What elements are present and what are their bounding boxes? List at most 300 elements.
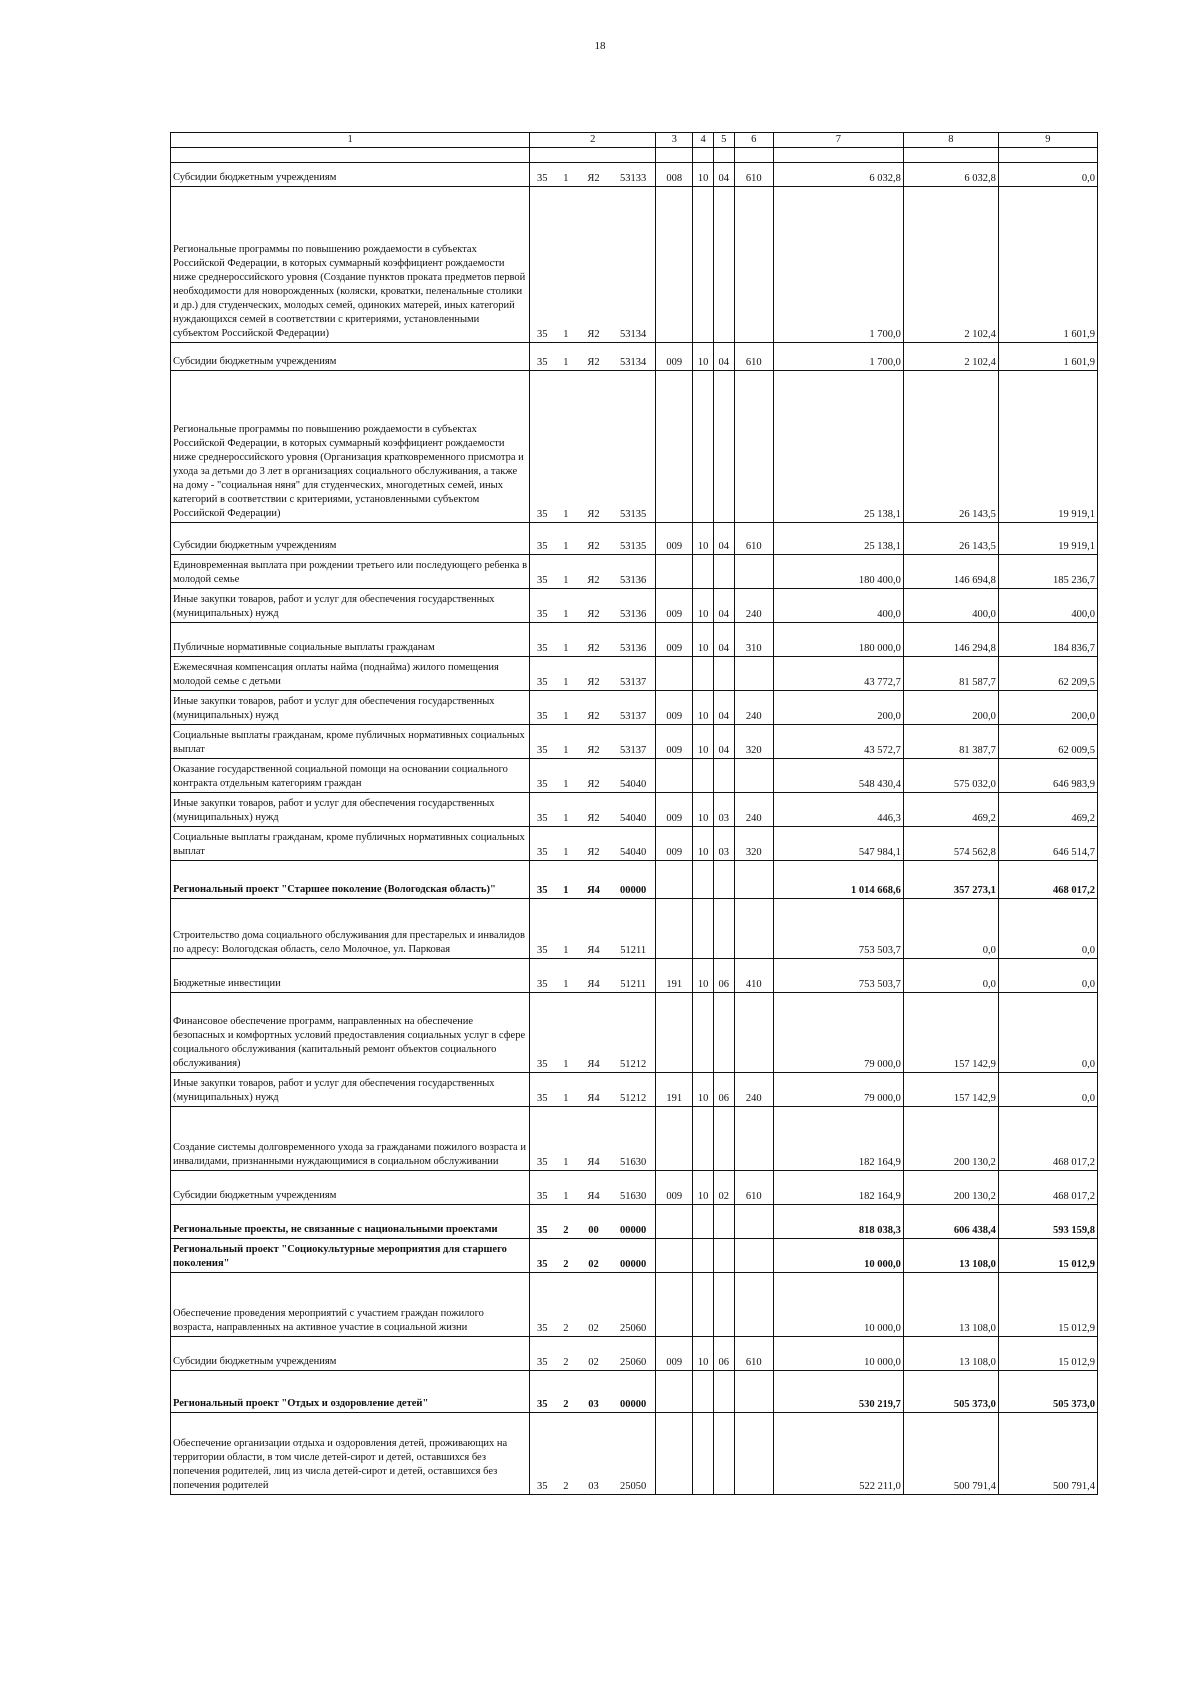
program-code-part: 2 (563, 1399, 569, 1410)
ministry-code-cell: 009 (656, 827, 693, 861)
subsection-code-cell: 03 (713, 827, 734, 861)
row-name-cell: Субсидии бюджетным учреждениям (171, 1171, 530, 1205)
program-code-part: 35 (536, 979, 548, 990)
program-code-part: 35 (536, 609, 548, 620)
program-code-part: 54040 (620, 847, 647, 858)
amount-col9-cell: 468 017,2 (998, 1171, 1097, 1205)
row-name-cell: Иные закупки товаров, работ и услуг для обеспечения государственных (муниципальных) нужд (171, 589, 530, 623)
program-code-part: Я2 (587, 329, 600, 340)
program-code-parts (530, 1480, 655, 1494)
program-code-part: 35 (536, 173, 548, 184)
row-name-cell: Региональный проект "Отдых и оздоровление детей" (171, 1371, 530, 1413)
expense-type-cell: 310 (734, 623, 773, 657)
amount-col9-cell: 0,0 (998, 899, 1097, 959)
program-code-parts (530, 812, 655, 826)
program-code-part: 35 (536, 1259, 548, 1270)
ministry-code-cell (656, 759, 693, 793)
amount-col9-cell: 200,0 (998, 691, 1097, 725)
program-code-part: 2 (563, 1481, 569, 1492)
expense-type-cell (734, 759, 773, 793)
program-code-part: 25060 (620, 1323, 647, 1334)
expense-type-cell (734, 371, 773, 523)
amount-col8-cell: 13 108,0 (903, 1239, 998, 1273)
program-code-part: Я2 (587, 813, 600, 824)
amount-col7-cell: 180 400,0 (773, 555, 903, 589)
program-code-part: 1 (563, 945, 569, 956)
section-code-cell (693, 861, 714, 899)
expense-type-cell: 240 (734, 1073, 773, 1107)
expense-type-cell: 320 (734, 827, 773, 861)
program-code-part: 35 (536, 1093, 548, 1104)
amount-col9-cell: 19 919,1 (998, 371, 1097, 523)
ministry-code-cell: 008 (656, 163, 693, 187)
program-code-part: 51211 (620, 945, 647, 956)
amount-col9-cell: 646 983,9 (998, 759, 1097, 793)
amount-col8-cell: 0,0 (903, 959, 998, 993)
amount-col7-cell: 522 211,0 (773, 1413, 903, 1495)
section-code-cell: 10 (693, 523, 714, 555)
ministry-code-cell: 191 (656, 959, 693, 993)
section-code-cell: 10 (693, 589, 714, 623)
subsection-code-cell (713, 1239, 734, 1273)
program-code-part: 53136 (620, 643, 647, 654)
amount-col8-cell: 81 587,7 (903, 657, 998, 691)
amount-col8-cell: 505 373,0 (903, 1371, 998, 1413)
program-code-part: 1 (563, 173, 569, 184)
program-code-part: 51212 (620, 1093, 647, 1104)
row-name-cell: Создание системы долговременного ухода за гражданами пожилого возраста и инвалидами, признанными нуждающимися в социальном обслуживании (171, 1107, 530, 1171)
amount-col9-cell: 15 012,9 (998, 1337, 1097, 1371)
amount-col8-cell: 357 273,1 (903, 861, 998, 899)
section-code-cell (693, 371, 714, 523)
amount-col9-cell: 593 159,8 (998, 1205, 1097, 1239)
program-code-part: 1 (563, 509, 569, 520)
amount-col8-cell: 469,2 (903, 793, 998, 827)
spacer-cell (903, 148, 998, 163)
amount-col9-cell: 1 601,9 (998, 187, 1097, 343)
amount-col7-cell: 1 014 668,6 (773, 861, 903, 899)
program-code-part: Я2 (587, 847, 600, 858)
ministry-code-cell: 009 (656, 1171, 693, 1205)
subsection-code-cell: 02 (713, 1171, 734, 1205)
expense-type-cell: 320 (734, 725, 773, 759)
row-name-cell: Иные закупки товаров, работ и услуг для обеспечения государственных (муниципальных) нужд (171, 1073, 530, 1107)
subsection-code-cell: 04 (713, 589, 734, 623)
expense-type-cell (734, 899, 773, 959)
amount-col8-cell: 146 294,8 (903, 623, 998, 657)
amount-col7-cell: 400,0 (773, 589, 903, 623)
table-row (171, 959, 1098, 993)
table-row (171, 589, 1098, 623)
program-code-parts (530, 676, 655, 690)
program-code-part: Я4 (587, 945, 600, 956)
subsection-code-cell: 04 (713, 343, 734, 371)
program-code-cell (530, 861, 656, 899)
amount-col8-cell: 200,0 (903, 691, 998, 725)
section-code-cell (693, 187, 714, 343)
amount-col9-cell: 400,0 (998, 589, 1097, 623)
program-code-parts (530, 846, 655, 860)
amount-col9-cell: 0,0 (998, 1073, 1097, 1107)
spacer-cell (998, 148, 1097, 163)
program-code-part: 53134 (620, 357, 647, 368)
program-code-cell (530, 187, 656, 343)
amount-col8-cell: 200 130,2 (903, 1107, 998, 1171)
program-code-part: 1 (563, 609, 569, 620)
row-name-cell: Иные закупки товаров, работ и услуг для обеспечения государственных (муниципальных) нужд (171, 691, 530, 725)
program-code-part: 53134 (620, 329, 647, 340)
program-code-part: 35 (536, 1323, 548, 1334)
subsection-code-cell (713, 861, 734, 899)
subsection-code-cell: 04 (713, 163, 734, 187)
program-code-part: 53136 (620, 609, 647, 620)
program-code-part: 00000 (620, 885, 647, 896)
program-code-part: 1 (563, 847, 569, 858)
amount-col9-cell: 0,0 (998, 993, 1097, 1073)
subsection-code-cell: 04 (713, 523, 734, 555)
amount-col9-cell: 184 836,7 (998, 623, 1097, 657)
program-code-part: Я2 (587, 575, 600, 586)
column-header: 6 (734, 133, 773, 148)
expense-type-cell (734, 1371, 773, 1413)
program-code-cell (530, 1107, 656, 1171)
program-code-cell (530, 827, 656, 861)
program-code-parts (530, 744, 655, 758)
amount-col7-cell: 180 000,0 (773, 623, 903, 657)
table-row (171, 691, 1098, 725)
program-code-parts (530, 710, 655, 724)
row-name-cell: Иные закупки товаров, работ и услуг для обеспечения государственных (муниципальных) нужд (171, 793, 530, 827)
program-code-part: 35 (536, 745, 548, 756)
expense-type-cell: 610 (734, 523, 773, 555)
program-code-parts (530, 574, 655, 588)
program-code-part: Я2 (587, 711, 600, 722)
amount-col9-cell: 468 017,2 (998, 861, 1097, 899)
spacer-cell (693, 148, 714, 163)
program-code-part: 1 (563, 1059, 569, 1070)
program-code-part: 1 (563, 745, 569, 756)
program-code-part: 35 (536, 1225, 548, 1236)
section-code-cell: 10 (693, 1171, 714, 1205)
program-code-part: 54040 (620, 779, 647, 790)
subsection-code-cell (713, 1205, 734, 1239)
row-name-cell: Региональные программы по повышению рождаемости в субъектах Российской Федерации, в которых суммарный коэффициент рождаемости ниже среднероссийского уровня (Создание пунктов проката предметов первой необходимости для новорожденных (коляски, кроватки, пеленальные столики и др.) для студенческих, молодых семей, одиноких матерей, иных категорий нуждающихся семей в соответствии с критериями, установленными субъектом Российской Федерации) (171, 187, 530, 343)
row-name-cell: Ежемесячная компенсация оплаты найма (поднайма) жилого помещения молодой семье с детьми (171, 657, 530, 691)
program-code-cell (530, 1371, 656, 1413)
program-code-part: 51630 (620, 1191, 647, 1202)
amount-col8-cell: 157 142,9 (903, 993, 998, 1073)
spacer-cell (773, 148, 903, 163)
program-code-part: 00000 (620, 1259, 647, 1270)
section-code-cell: 10 (693, 827, 714, 861)
program-code-part: 35 (536, 541, 548, 552)
amount-col8-cell: 81 387,7 (903, 725, 998, 759)
header-row (171, 133, 1098, 148)
program-code-part: Я4 (587, 1157, 600, 1168)
row-name-cell: Обеспечение проведения мероприятий с участием граждан пожилого возраста, направленных на активное участие в социальной жизни (171, 1273, 530, 1337)
program-code-part: 35 (536, 1059, 548, 1070)
program-code-part: 35 (536, 885, 548, 896)
section-code-cell (693, 1413, 714, 1495)
program-code-parts (530, 328, 655, 342)
program-code-part: 1 (563, 711, 569, 722)
table-row (171, 371, 1098, 523)
ministry-code-cell (656, 993, 693, 1073)
table-row (171, 861, 1098, 899)
ministry-code-cell (656, 861, 693, 899)
section-code-cell: 10 (693, 623, 714, 657)
program-code-part: 1 (563, 779, 569, 790)
table-row (171, 555, 1098, 589)
section-code-cell: 10 (693, 691, 714, 725)
program-code-part: Я4 (587, 885, 600, 896)
expense-type-cell: 240 (734, 691, 773, 725)
program-code-part: 51211 (620, 979, 647, 990)
amount-col7-cell: 25 138,1 (773, 371, 903, 523)
program-code-part: 53137 (620, 711, 647, 722)
amount-col9-cell: 468 017,2 (998, 1107, 1097, 1171)
section-code-cell: 10 (693, 725, 714, 759)
section-code-cell: 10 (693, 1073, 714, 1107)
program-code-cell (530, 163, 656, 187)
amount-col7-cell: 79 000,0 (773, 993, 903, 1073)
program-code-part: 1 (563, 885, 569, 896)
table-row (171, 1371, 1098, 1413)
program-code-part: 35 (536, 779, 548, 790)
amount-col7-cell: 446,3 (773, 793, 903, 827)
program-code-cell (530, 1171, 656, 1205)
program-code-part: Я2 (587, 745, 600, 756)
amount-col8-cell: 575 032,0 (903, 759, 998, 793)
program-code-part: 53135 (620, 541, 647, 552)
expense-type-cell: 240 (734, 793, 773, 827)
program-code-part: 00000 (620, 1225, 647, 1236)
program-code-part: 00000 (620, 1399, 647, 1410)
section-code-cell: 10 (693, 793, 714, 827)
table-row (171, 993, 1098, 1073)
program-code-parts (530, 1156, 655, 1170)
ministry-code-cell: 009 (656, 793, 693, 827)
ministry-code-cell: 009 (656, 691, 693, 725)
section-code-cell (693, 1205, 714, 1239)
section-code-cell: 10 (693, 163, 714, 187)
amount-col7-cell: 79 000,0 (773, 1073, 903, 1107)
amount-col8-cell: 146 694,8 (903, 555, 998, 589)
amount-col8-cell: 2 102,4 (903, 187, 998, 343)
amount-col8-cell: 157 142,9 (903, 1073, 998, 1107)
amount-col7-cell: 10 000,0 (773, 1337, 903, 1371)
amount-col7-cell: 753 503,7 (773, 959, 903, 993)
row-name-cell: Финансовое обеспечение программ, направленных на обеспечение безопасных и комфортных условий предоставления социальных услуг в сфере социального обслуживания (капитальный ремонт объектов социального обслуживания) (171, 993, 530, 1073)
program-code-parts (530, 508, 655, 522)
table-row (171, 725, 1098, 759)
program-code-part: 00 (588, 1225, 599, 1236)
table-row (171, 827, 1098, 861)
program-code-parts (530, 944, 655, 958)
ministry-code-cell: 009 (656, 343, 693, 371)
program-code-parts (530, 1190, 655, 1204)
amount-col9-cell: 0,0 (998, 959, 1097, 993)
row-name-cell: Обеспечение организации отдыха и оздоровления детей, проживающих на территории области, в том числе детей-сирот и детей, оставшихся без попечения родителей, лиц из числа детей-сирот и детей, оставшихся без попечения родителей (171, 1413, 530, 1495)
amount-col7-cell: 200,0 (773, 691, 903, 725)
amount-col7-cell: 10 000,0 (773, 1239, 903, 1273)
section-code-cell (693, 657, 714, 691)
program-code-part: 35 (536, 1191, 548, 1202)
ministry-code-cell (656, 1107, 693, 1171)
program-code-part: 35 (536, 1399, 548, 1410)
program-code-part: 35 (536, 1357, 548, 1368)
ministry-code-cell (656, 657, 693, 691)
section-code-cell (693, 1107, 714, 1171)
section-code-cell (693, 993, 714, 1073)
amount-col9-cell: 505 373,0 (998, 1371, 1097, 1413)
program-code-part: Я2 (587, 609, 600, 620)
program-code-part: Я4 (587, 979, 600, 990)
row-name-cell: Публичные нормативные социальные выплаты гражданам (171, 623, 530, 657)
amount-col8-cell: 400,0 (903, 589, 998, 623)
column-header: 7 (773, 133, 903, 148)
header-spacer-row (171, 148, 1098, 163)
amount-col8-cell: 200 130,2 (903, 1171, 998, 1205)
amount-col9-cell: 15 012,9 (998, 1273, 1097, 1337)
program-code-parts (530, 1258, 655, 1272)
amount-col7-cell: 182 164,9 (773, 1171, 903, 1205)
program-code-part: Я2 (587, 541, 600, 552)
expense-type-cell (734, 1205, 773, 1239)
amount-col7-cell: 182 164,9 (773, 1107, 903, 1171)
spacer-cell (530, 148, 656, 163)
table-row (171, 1337, 1098, 1371)
program-code-cell (530, 1413, 656, 1495)
ministry-code-cell (656, 1239, 693, 1273)
amount-col7-cell: 530 219,7 (773, 1371, 903, 1413)
ministry-code-cell: 009 (656, 1337, 693, 1371)
expense-type-cell (734, 555, 773, 589)
ministry-code-cell: 009 (656, 523, 693, 555)
program-code-part: 53137 (620, 677, 647, 688)
budget-table (170, 132, 1098, 1495)
program-code-part: Я2 (587, 677, 600, 688)
expense-type-cell (734, 993, 773, 1073)
ministry-code-cell (656, 1371, 693, 1413)
section-code-cell (693, 1273, 714, 1337)
expense-type-cell: 240 (734, 589, 773, 623)
expense-type-cell: 610 (734, 1337, 773, 1371)
ministry-code-cell (656, 371, 693, 523)
row-name-cell: Строительство дома социального обслуживания для престарелых и инвалидов по адресу: Вологодская область, село Молочное, ул. Парковая (171, 899, 530, 959)
column-header: 5 (713, 133, 734, 148)
amount-col8-cell: 2 102,4 (903, 343, 998, 371)
program-code-part: Я4 (587, 1191, 600, 1202)
subsection-code-cell (713, 1413, 734, 1495)
subsection-code-cell (713, 1107, 734, 1171)
program-code-cell (530, 1205, 656, 1239)
program-code-part: Я4 (587, 1093, 600, 1104)
program-code-cell (530, 959, 656, 993)
spacer-cell (171, 148, 530, 163)
amount-col7-cell: 25 138,1 (773, 523, 903, 555)
program-code-cell (530, 1337, 656, 1371)
expense-type-cell (734, 861, 773, 899)
ministry-code-cell (656, 1413, 693, 1495)
spacer-cell (734, 148, 773, 163)
program-code-cell (530, 523, 656, 555)
subsection-code-cell (713, 1273, 734, 1337)
amount-col8-cell: 6 032,8 (903, 163, 998, 187)
program-code-part: 35 (536, 813, 548, 824)
ministry-code-cell (656, 1273, 693, 1337)
page-number: 18 (594, 40, 606, 52)
program-code-cell (530, 793, 656, 827)
program-code-part: 35 (536, 643, 548, 654)
amount-col8-cell: 606 438,4 (903, 1205, 998, 1239)
table-row (171, 343, 1098, 371)
program-code-parts (530, 356, 655, 370)
subsection-code-cell: 06 (713, 959, 734, 993)
subsection-code-cell: 04 (713, 691, 734, 725)
amount-col8-cell: 0,0 (903, 899, 998, 959)
program-code-part: 1 (563, 677, 569, 688)
program-code-parts (530, 884, 655, 898)
spacer-cell (713, 148, 734, 163)
program-code-part: Я4 (587, 1059, 600, 1070)
row-name-cell: Субсидии бюджетным учреждениям (171, 163, 530, 187)
program-code-part: 03 (588, 1399, 599, 1410)
amount-col7-cell: 1 700,0 (773, 343, 903, 371)
amount-col9-cell: 19 919,1 (998, 523, 1097, 555)
program-code-part: 53137 (620, 745, 647, 756)
table-body (171, 163, 1098, 1495)
row-name-cell: Субсидии бюджетным учреждениям (171, 1337, 530, 1371)
amount-col7-cell: 43 572,7 (773, 725, 903, 759)
row-name-cell: Бюджетные инвестиции (171, 959, 530, 993)
program-code-part: 35 (536, 509, 548, 520)
subsection-code-cell (713, 371, 734, 523)
program-code-cell (530, 371, 656, 523)
program-code-part: 02 (588, 1323, 599, 1334)
ministry-code-cell (656, 187, 693, 343)
subsection-code-cell: 06 (713, 1337, 734, 1371)
column-header: 9 (998, 133, 1097, 148)
section-code-cell: 10 (693, 1337, 714, 1371)
program-code-cell (530, 1073, 656, 1107)
program-code-cell (530, 691, 656, 725)
program-code-part: Я2 (587, 643, 600, 654)
row-name-cell: Социальные выплаты гражданам, кроме публичных нормативных социальных выплат (171, 827, 530, 861)
expense-type-cell: 410 (734, 959, 773, 993)
amount-col8-cell: 574 562,8 (903, 827, 998, 861)
program-code-part: Я2 (587, 173, 600, 184)
program-code-parts (530, 1322, 655, 1336)
table-row (171, 899, 1098, 959)
program-code-parts (530, 1092, 655, 1106)
program-code-parts (530, 1356, 655, 1370)
expense-type-cell (734, 1239, 773, 1273)
program-code-part: 51212 (620, 1059, 647, 1070)
program-code-cell (530, 623, 656, 657)
subsection-code-cell: 06 (713, 1073, 734, 1107)
column-header: 2 (530, 133, 656, 148)
amount-col8-cell: 13 108,0 (903, 1337, 998, 1371)
program-code-part: 35 (536, 1157, 548, 1168)
program-code-parts (530, 778, 655, 792)
section-code-cell: 10 (693, 959, 714, 993)
program-code-part: 1 (563, 329, 569, 340)
subsection-code-cell (713, 759, 734, 793)
budget-table-container (170, 132, 1098, 1495)
program-code-cell (530, 725, 656, 759)
amount-col7-cell: 753 503,7 (773, 899, 903, 959)
